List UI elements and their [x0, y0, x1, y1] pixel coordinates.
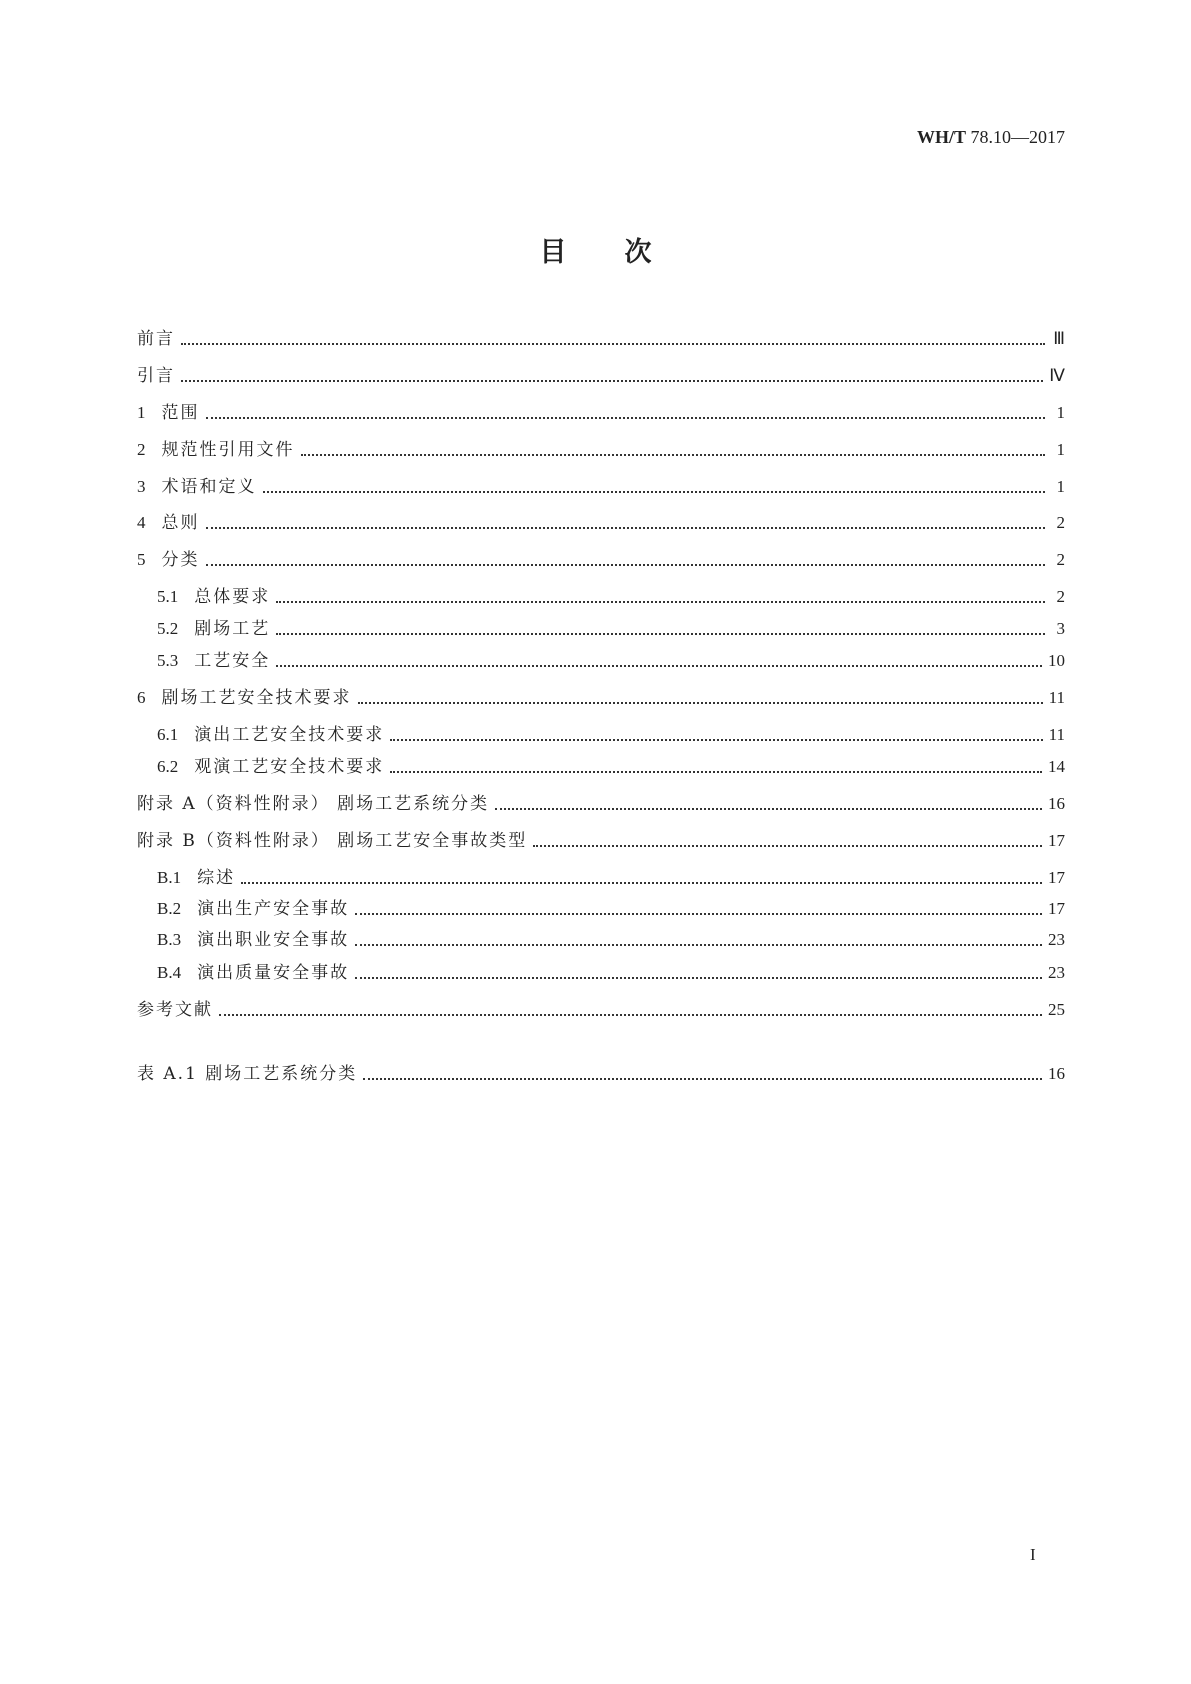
- toc-entry-label: 观演工艺安全技术要求: [194, 757, 385, 777]
- toc-entry[interactable]: [157, 584, 1065, 608]
- toc-entry-page: 2: [1056, 513, 1065, 532]
- toc-entry-label: 剧场工艺安全技术要求: [161, 688, 352, 708]
- toc-entry-number: 5.1: [157, 587, 179, 606]
- toc-entry-label: 附录 A（资料性附录） 剧场工艺系统分类: [137, 794, 490, 814]
- toc-entry-page: 2: [1056, 587, 1065, 606]
- toc-entry-number: 2: [137, 440, 146, 459]
- toc-entry-label: 演出质量安全事故: [197, 963, 350, 983]
- page-title: 目次: [539, 237, 710, 268]
- dot-leader: [495, 808, 1042, 810]
- toc-entry[interactable]: [157, 896, 1065, 920]
- toc-entry-label: 规范性引用文件: [161, 440, 295, 460]
- toc-entry-number: 6.1: [157, 725, 179, 744]
- dot-leader: [390, 739, 1042, 741]
- dot-leader: [206, 527, 1046, 529]
- toc-entry[interactable]: [157, 960, 1065, 984]
- dot-leader: [219, 1014, 1042, 1016]
- toc-entry-page: 1: [1056, 403, 1065, 422]
- toc-entry-page: 17: [1048, 899, 1065, 918]
- dot-leader: [276, 665, 1042, 667]
- toc-entry-number: 6.2: [157, 757, 179, 776]
- standard-code-number: 78.10—2017: [970, 127, 1065, 147]
- toc-entry-page: 16: [1048, 794, 1065, 813]
- toc-entry-number: 6: [137, 688, 146, 707]
- toc-entry-label: 附录 B（资料性附录） 剧场工艺安全事故类型: [137, 831, 528, 851]
- toc-entry-page: 23: [1048, 963, 1065, 982]
- toc-entry[interactable]: [137, 997, 1065, 1021]
- toc-entry[interactable]: [137, 791, 1065, 815]
- dot-leader: [355, 913, 1042, 915]
- toc-entry-page: 25: [1048, 1000, 1065, 1019]
- standard-code: [917, 127, 1065, 148]
- dot-leader: [363, 1078, 1042, 1080]
- toc-entry-label: 前言: [137, 329, 175, 349]
- toc-entry-number: B.1: [157, 868, 182, 887]
- toc-entry-number: 5: [137, 550, 146, 569]
- toc-entry-number: 1: [137, 403, 146, 422]
- toc-entry-page: 11: [1048, 725, 1065, 744]
- toc-entry[interactable]: [157, 927, 1065, 951]
- dot-leader: [206, 564, 1046, 566]
- toc-entry[interactable]: [157, 865, 1065, 889]
- toc-entry-page: Ⅳ: [1049, 366, 1065, 385]
- toc-entry-page: 2: [1056, 550, 1065, 569]
- toc-entry-label: 总体要求: [194, 587, 271, 607]
- toc-entry-number: B.3: [157, 930, 182, 949]
- toc-entry-page: 3: [1056, 619, 1065, 638]
- toc-entry[interactable]: [137, 828, 1065, 852]
- dot-leader: [181, 380, 1043, 382]
- toc-entry[interactable]: [137, 510, 1065, 534]
- toc-entry-page: 16: [1048, 1064, 1065, 1083]
- toc-entry[interactable]: [137, 400, 1065, 424]
- toc-entry-label: 总则: [161, 513, 200, 533]
- toc-entry-number: 5.3: [157, 651, 179, 670]
- toc-entry-number: 5.2: [157, 619, 179, 638]
- dot-leader: [241, 882, 1042, 884]
- toc-entry-label: 演出工艺安全技术要求: [194, 725, 385, 745]
- dot-leader: [390, 771, 1042, 773]
- toc-entry-number: 4: [137, 513, 146, 532]
- dot-leader: [206, 417, 1046, 419]
- toc-entry-page: 1: [1056, 440, 1065, 459]
- toc-entry[interactable]: [157, 754, 1065, 778]
- toc-entry[interactable]: [157, 722, 1065, 746]
- toc-entry-page: 17: [1048, 831, 1065, 850]
- toc-entry-label: 演出职业安全事故: [197, 930, 350, 950]
- toc-entry-number: 3: [137, 477, 146, 496]
- standard-code-prefix: WH/T: [916, 127, 966, 147]
- toc-entry[interactable]: [157, 616, 1065, 640]
- toc-entry[interactable]: [137, 547, 1065, 571]
- dot-leader: [533, 845, 1042, 847]
- dot-leader: [301, 454, 1046, 456]
- toc-entry[interactable]: [137, 1061, 1065, 1085]
- toc-entry-label: 表 A.1 剧场工艺系统分类: [137, 1064, 358, 1084]
- toc-entry-page: 10: [1048, 651, 1065, 670]
- toc-entry-number: B.4: [157, 963, 182, 982]
- toc-entry[interactable]: [137, 326, 1065, 350]
- toc-entry[interactable]: [137, 437, 1065, 461]
- toc-entry-label: 分类: [161, 550, 200, 570]
- dot-leader: [276, 633, 1045, 635]
- dot-leader: [276, 601, 1045, 603]
- toc-entry-label: 引言: [137, 366, 175, 386]
- toc-entry-label: 术语和定义: [161, 477, 257, 497]
- toc-entry[interactable]: [137, 685, 1065, 709]
- toc-entry-label: 范围: [161, 403, 200, 423]
- dot-leader: [358, 702, 1043, 704]
- dot-leader: [355, 944, 1042, 946]
- toc-entry[interactable]: [137, 474, 1065, 498]
- toc-entry-page: Ⅲ: [1053, 329, 1065, 348]
- dot-leader: [181, 343, 1045, 345]
- toc-entry-label: 演出生产安全事故: [197, 899, 350, 919]
- toc-entry[interactable]: [157, 648, 1065, 672]
- toc-entry-label: 参考文献: [137, 1000, 213, 1020]
- toc-entry-page: 14: [1048, 757, 1065, 776]
- toc-entry-label: 剧场工艺: [194, 619, 271, 639]
- dot-leader: [263, 491, 1046, 493]
- toc-entry-page: 1: [1056, 477, 1065, 496]
- toc-entry[interactable]: [137, 363, 1065, 387]
- toc-entry-page: 23: [1048, 930, 1065, 949]
- dot-leader: [355, 977, 1042, 979]
- toc-entry-label: 工艺安全: [194, 651, 271, 671]
- toc-entry-page: 11: [1048, 688, 1065, 707]
- toc-entry-number: B.2: [157, 899, 182, 918]
- page-number: I: [1030, 1545, 1036, 1564]
- toc-entry-label: 综述: [197, 868, 236, 888]
- toc-entry-page: 17: [1048, 868, 1065, 887]
